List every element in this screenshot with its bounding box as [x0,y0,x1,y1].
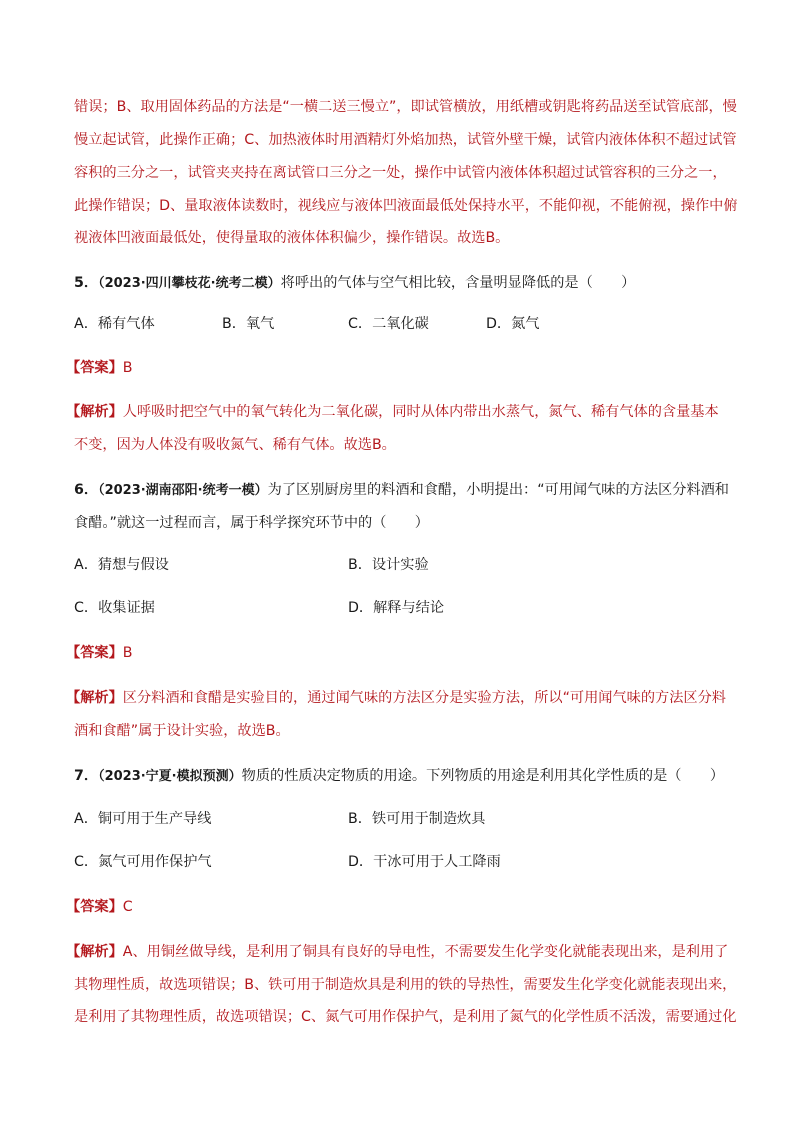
question-number: 6． [74,482,99,498]
analysis-text: A、用铜丝做导线，是利用了铜具有良好的导电性，不需要发生化学变化就能表现出来，是利用了 [122,944,729,960]
question-source: （2023·宁夏·模拟预测） [98,769,242,784]
q6-option-a: A．猜想与假设 [74,557,169,573]
answer-value: B [122,360,133,376]
q5-option-c: C．二氧化碳 [348,316,429,332]
answer-label: 【答案】 [66,360,123,376]
analysis-label: 【解析】 [66,690,123,706]
question-text: 物质的性质决定物质的用途。下列物质的用途是利用其化学性质的是（ ） [241,768,725,784]
question-6-stem-line-1 [74,474,729,507]
q6-option-b: B．设计实验 [348,557,429,573]
q6-analysis-line-2: 酒和食醋”属于设计实验，故选B。 [74,723,290,739]
answer-value: B [122,645,133,661]
q6-option-d: D．解释与结论 [348,600,445,616]
question-5-stem [74,267,724,300]
question-6-stem-line-2: 食醋。”就这一过程而言，属于科学探究环节中的（ ） [74,515,429,531]
question-source: （2023·四川攀枝花·统考二模） [98,276,281,291]
analysis-label: 【解析】 [66,404,123,420]
q7-analysis-line-2: 其物理性质，故选项错误；B、铁可用于制造炊具是利用的铁的导热性，需要发生化学变化就能表现出来， [74,977,737,993]
q5-analysis-line-2: 不变，因为人体没有吸收氮气、稀有气体。故选B。 [74,437,396,453]
prev-analysis-line-5: 视液体凹液面最低处，使得量取的液体体积偏少，操作错误。故选B。 [74,230,510,246]
q7-option-a: A．铜可用于生产导线 [74,811,212,827]
analysis-text: 人呼吸时把空气中的氧气转化为二氧化碳，同时从体内带出水蒸气，氮气、稀有气体的含量基本 [122,404,719,420]
prev-analysis-line-2: 慢立起试管，此操作正确；C、加热液体时用酒精灯外焰加热，试管外壁干燥，试管内液体体积不超过试管 [74,132,737,148]
answer-label: 【答案】 [66,899,123,915]
analysis-text: 区分料酒和食醋是实验目的，通过闻气味的方法区分是实验方法，所以“可用闻气味的方法区分料 [122,690,726,706]
analysis-label: 【解析】 [66,944,123,960]
question-number: 5． [74,275,99,291]
question-number: 7． [74,768,99,784]
q5-analysis-line-1 [66,396,719,429]
prev-analysis-line-1: 错误；B、取用固体药品的方法是“一横二送三慢立”，即试管横放，用纸槽或钥匙将药品送至试管底部，慢 [74,99,737,115]
q7-analysis-line-3: 是利用了其物理性质，故选项错误；C、氮气可用作保护气，是利用了氮气的化学性质不活泼，需要通过化 [74,1009,737,1025]
q7-option-c: C．氮气可用作保护气 [74,854,212,870]
question-source: （2023·湖南邵阳·统考一模） [98,483,268,498]
q6-option-c: C．收集证据 [74,600,155,616]
q6-answer [66,643,133,663]
question-text: 为了区别厨房里的料酒和食醋，小明提出：“可用闻气味的方法区分料酒和 [267,482,729,498]
q5-option-b: B．氧气 [222,316,275,332]
q5-option-d: D．氮气 [486,316,540,332]
prev-analysis-line-4: 此操作错误；D、量取液体读数时，视线应与液体凹液面最低处保持水平，不能仰视，不能俯视，操作中俯 [74,198,738,214]
answer-value: C [122,899,133,915]
question-text: 将呼出的气体与空气相比较，含量明显降低的是（ ） [280,275,636,291]
q7-option-b: B．铁可用于制造炊具 [348,811,486,827]
answer-label: 【答案】 [66,645,123,661]
q5-option-a: A．稀有气体 [74,316,155,332]
question-7-stem [74,760,724,793]
q7-option-d: D．干冰可用于人工降雨 [348,854,501,870]
q7-analysis-line-1 [66,936,729,969]
prev-analysis-line-3: 容积的三分之一，试管夹夹持在离试管口三分之一处，操作中试管内液体体积超过试管容积的三分之一， [74,165,727,181]
q7-answer [66,897,133,917]
q6-analysis-line-1 [66,682,726,715]
q5-answer [66,358,133,378]
